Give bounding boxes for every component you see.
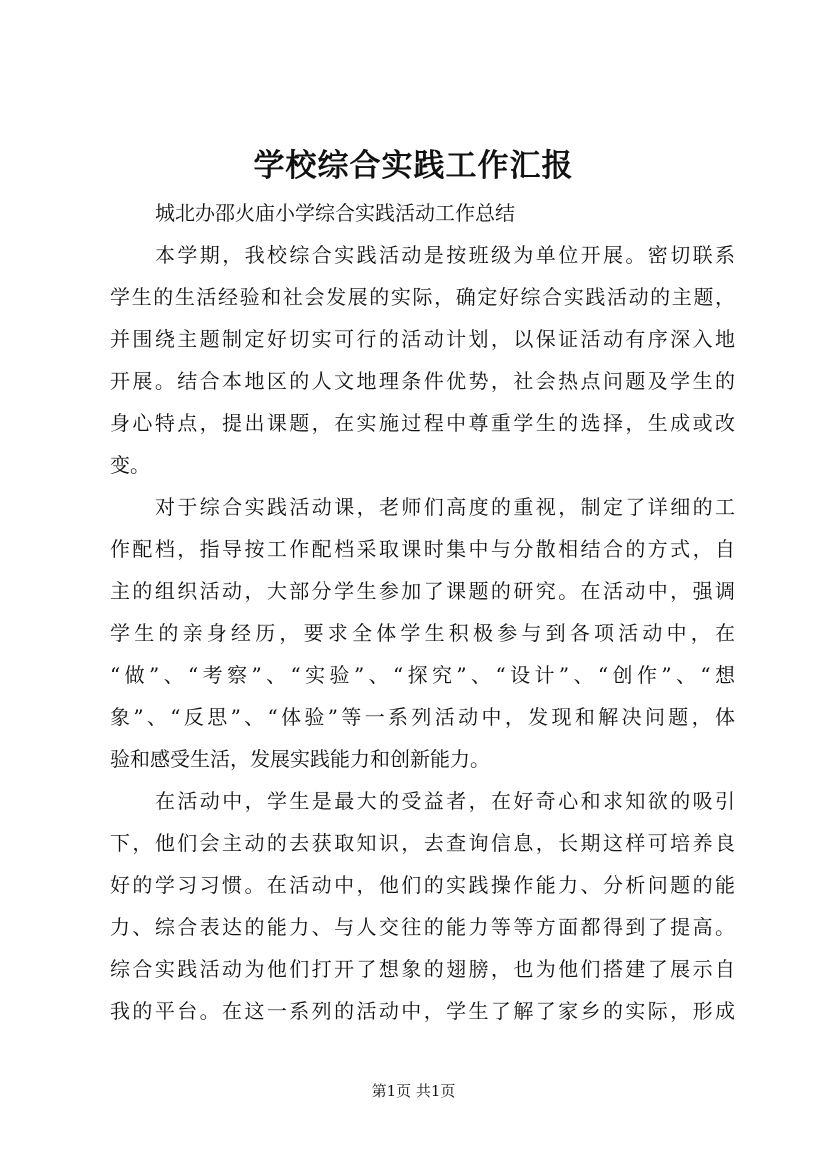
paragraph-1-line-6: 变。: [110, 453, 150, 477]
paragraph-3-line-1: 在活动中，学生是最大的受益者，在好奇心和求知欲的吸引: [155, 789, 735, 813]
paragraph-2-line-6: 象”、“反思”、“体验”等一系列活动中，发现和解决问题，体: [110, 705, 735, 729]
paragraph-2-line-3: 主的组织活动，大部分学生参加了课题的研究。在活动中，强调: [110, 579, 735, 603]
paragraph-2-line-4: 学生的亲身经历，要求全体学生积极参与到各项活动中，在: [110, 621, 735, 645]
paragraph-2-line-7: 验和感受生活，发展实践能力和创新能力。: [110, 747, 490, 771]
paragraph-2-line-1: 对于综合实践活动课，老师们高度的重视，制定了详细的工: [155, 495, 735, 519]
paragraph-1-line-5: 身心特点，提出课题，在实施过程中尊重学生的选择，生成或改: [110, 411, 735, 435]
document-subtitle: 城北办邵火庙小学综合实践活动工作总结: [155, 201, 515, 225]
paragraph-1-line-1: 本学期，我校综合实践活动是按班级为单位开展。密切联系: [155, 243, 735, 267]
paragraph-3-line-5: 综合实践活动为他们打开了想象的翅膀，也为他们搭建了展示自: [110, 957, 735, 981]
paragraph-2-line-5: “做”、“考察”、“实验”、“探究”、“设计”、“创作”、“想: [110, 663, 735, 687]
paragraph-1-line-3: 并围绕主题制定好切实可行的活动计划，以保证活动有序深入地: [110, 327, 735, 351]
paragraph-1-line-4: 开展。结合本地区的人文地理条件优势，社会热点问题及学生的: [110, 369, 735, 393]
paragraph-3-line-6: 我的平台。在这一系列的活动中，学生了解了家乡的实际，形成: [110, 999, 735, 1023]
document-title: 学校综合实践工作汇报: [253, 148, 574, 184]
paragraph-2-line-2: 作配档，指导按工作配档采取课时集中与分散相结合的方式，自: [110, 537, 735, 561]
paragraph-3-line-3: 好的学习习惯。在活动中，他们的实践操作能力、分析问题的能: [110, 873, 735, 897]
paragraph-3-line-4: 力、综合表达的能力、与人交往的能力等等方面都得到了提高。: [110, 915, 735, 939]
paragraph-3-line-2: 下，他们会主动的去获取知识，去查询信息，长期这样可培养良: [110, 831, 735, 855]
paragraph-1-line-2: 学生的生活经验和社会发展的实际，确定好综合实践活动的主题，: [110, 285, 735, 309]
page-number-footer: 第1页 共1页: [371, 1082, 456, 1100]
